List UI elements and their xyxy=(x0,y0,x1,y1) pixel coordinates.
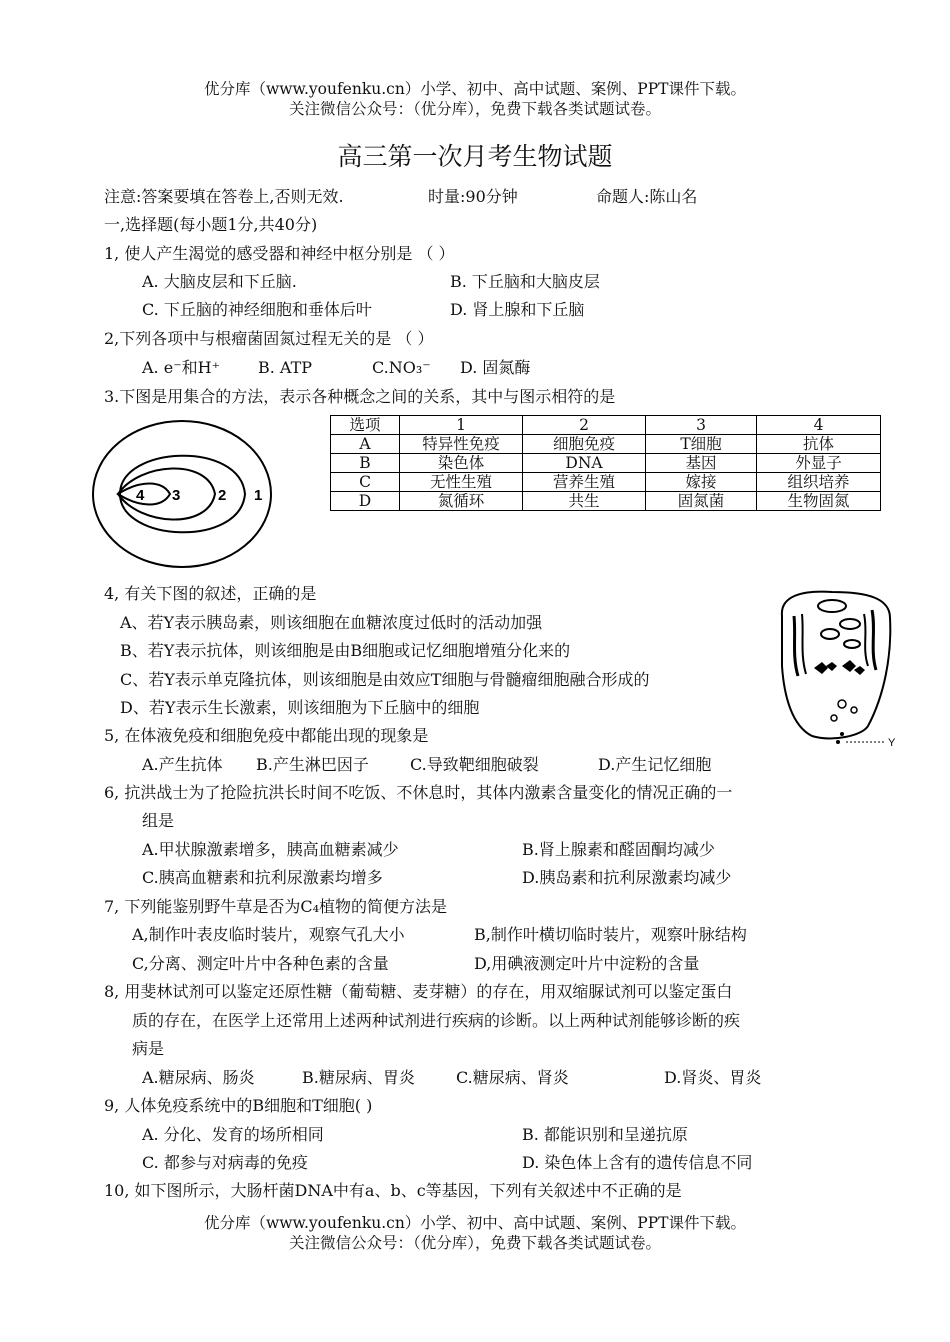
table-cell: 外显子 xyxy=(757,454,881,473)
table-row xyxy=(331,454,881,473)
table-cell: 嫁接 xyxy=(646,473,757,492)
table-cell: 氮循环 xyxy=(400,492,523,511)
q1-option-a: A. 大脑皮层和下丘脑. xyxy=(142,272,297,291)
vesicle-shape xyxy=(838,700,846,708)
q6-option-c: C.胰高血糖素和抗利尿激素均增多 xyxy=(142,868,383,887)
q5-option-a: A.产生抗体 xyxy=(142,755,223,774)
table-cell: 染色体 xyxy=(400,454,523,473)
table-cell: T细胞 xyxy=(646,435,757,454)
table-cell: C xyxy=(331,473,400,492)
table-row xyxy=(331,435,881,454)
q7-option-d: D,用碘液测定叶片中淀粉的含量 xyxy=(474,954,700,973)
table-header-row xyxy=(331,416,881,435)
y-label: Y xyxy=(888,737,896,749)
q7-option-c: C,分离、测定叶片中各种色素的含量 xyxy=(132,954,389,973)
q4-option-c: C、若Y表示单克隆抗体，则该细胞是由效应T细胞与骨髓瘤细胞融合形成的 xyxy=(120,670,650,689)
notice-author: 命题人:陈山名 xyxy=(596,187,698,206)
q8-option-b: B.糖尿病、胃炎 xyxy=(302,1068,415,1087)
venn-label-4: 4 xyxy=(136,487,145,504)
table-header-cell: 3 xyxy=(646,416,757,435)
q1-option-d: D. 肾上腺和下丘脑 xyxy=(450,300,585,319)
venn-shape-3 xyxy=(118,468,215,519)
venn-label-2: 2 xyxy=(218,487,227,504)
q8-option-a: A.糖尿病、肠炎 xyxy=(142,1068,255,1087)
q7-option-b: B,制作叶横切临时装片，观察叶脉结构 xyxy=(474,925,747,944)
q3-stem: 3.下图是用集合的方法，表示各种概念之间的关系，其中与图示相符的是 xyxy=(104,387,616,406)
q8-stem-line-1: 8, 用斐林试剂可以鉴定还原性糖（葡萄糖、麦芽糖）的存在，用双缩脲试剂可以鉴定蛋白 xyxy=(104,982,733,1001)
q4-stem: 4, 有关下图的叙述，正确的是 xyxy=(104,584,317,603)
q6-option-b: B.肾上腺素和醛固酮均减少 xyxy=(522,840,715,859)
table-cell: 固氮菌 xyxy=(646,492,757,511)
q2-stem: 2,下列各项中与根瘤菌固氮过程无关的是 （ ） xyxy=(104,329,434,348)
q8-option-c: C.糖尿病、肾炎 xyxy=(456,1068,569,1087)
er-stroke xyxy=(872,610,876,670)
table-cell: A xyxy=(331,435,400,454)
q7-option-a: A,制作叶表皮临时装片，观察气孔大小 xyxy=(132,925,405,944)
vesicle-shape xyxy=(851,707,857,713)
q10-stem: 10, 如下图所示，大肠杆菌DNA中有a、b、c等基因，下列有关叙述中不正确的是 xyxy=(104,1181,682,1200)
notice-note: 注意:答案要填在答卷上,否则无效. xyxy=(104,187,344,206)
q6-option-d: D.胰岛素和抗利尿激素均减少 xyxy=(522,868,732,887)
q2-option-c: C.NO₃⁻ xyxy=(372,358,431,377)
q8-option-d: D.肾炎、胃炎 xyxy=(664,1068,762,1087)
table-header-cell: 1 xyxy=(400,416,523,435)
table-cell: D xyxy=(331,492,400,511)
golgi-shape xyxy=(818,600,846,612)
table-header-cell: 选项 xyxy=(331,416,400,435)
header-line-2: 关注微信公众号：（优分库），免费下载各类试题试卷。 xyxy=(288,100,661,118)
table-cell: 细胞免疫 xyxy=(523,435,646,454)
q9-stem: 9, 人体免疫系统中的B细胞和T细胞( ) xyxy=(104,1096,373,1115)
secretion-dot xyxy=(836,740,840,744)
q5-option-c: C.导致靶细胞破裂 xyxy=(410,755,539,774)
q5-option-d: D.产生记忆细胞 xyxy=(598,755,712,774)
q2-option-a: A. e⁻和H⁺ xyxy=(142,358,221,377)
q5-option-b: B.产生淋巴因子 xyxy=(256,755,369,774)
q4-option-b: B、若Y表示抗体，则该细胞是由B细胞或记忆细胞增殖分化来的 xyxy=(120,641,571,660)
table-cell: 特异性免疫 xyxy=(400,435,523,454)
mitochondrion-shape xyxy=(844,640,860,648)
vesicle-shape xyxy=(831,715,837,721)
q5-stem: 5, 在体液免疫和细胞免疫中都能出现的现象是 xyxy=(104,726,429,745)
table-row xyxy=(331,492,881,511)
q9-option-b: B. 都能识别和呈递抗原 xyxy=(522,1125,688,1144)
q8-stem-line-3: 病是 xyxy=(132,1039,165,1058)
q4-option-a: A、若Y表示胰岛素，则该细胞在血糖浓度过低时的活动加强 xyxy=(120,613,543,632)
table-row xyxy=(331,473,881,492)
table-cell: 无性生殖 xyxy=(400,473,523,492)
mitochondrion-shape xyxy=(821,629,839,639)
notice-time: 时量:90分钟 xyxy=(428,187,518,206)
er-stroke xyxy=(864,614,868,666)
chromosome-shape xyxy=(814,662,837,674)
q9-option-d: D. 染色体上含有的遗传信息不同 xyxy=(522,1153,753,1172)
venn-label-1: 1 xyxy=(254,487,263,504)
er-stroke xyxy=(794,616,798,676)
table-cell: DNA xyxy=(523,454,646,473)
q3-option-table xyxy=(330,415,881,511)
table-cell: B xyxy=(331,454,400,473)
table-header-cell: 2 xyxy=(523,416,646,435)
vesicle-shape xyxy=(840,619,860,629)
q6-stem-line-1: 6, 抗洪战士为了抢险抗洪长时间不吃饭、不休息时，其体内激素含量变化的情况正确的一 xyxy=(104,783,733,802)
q7-stem: 7, 下列能鉴别野牛草是否为C₄植物的简便方法是 xyxy=(104,897,448,916)
table-header-cell: 4 xyxy=(757,416,881,435)
footer-line-2: 关注微信公众号：（优分库），免费下载各类试题试卷。 xyxy=(288,1234,661,1252)
table-cell: 基因 xyxy=(646,454,757,473)
q2-option-b: B. ATP xyxy=(258,358,313,377)
q6-stem-line-2: 组是 xyxy=(142,811,175,830)
table-cell: 组织培养 xyxy=(757,473,881,492)
chromosome-shape xyxy=(842,660,865,675)
q1-option-b: B. 下丘脑和大脑皮层 xyxy=(450,272,600,291)
venn-diagram xyxy=(90,418,275,570)
q4-option-d: D、若Y表示生长激素，则该细胞为下丘脑中的细胞 xyxy=(120,698,480,717)
er-stroke xyxy=(802,614,806,674)
q2-option-d: D. 固氮酶 xyxy=(460,358,531,377)
q1-option-c: C. 下丘脑的神经细胞和垂体后叶 xyxy=(142,300,372,319)
q1-stem: 1, 使人产生渴觉的感受器和神经中枢分别是 （ ） xyxy=(104,244,455,263)
page-title: 高三第一次月考生物试题 xyxy=(337,142,613,171)
table-cell: 营养生殖 xyxy=(523,473,646,492)
section-heading: 一,选择题(每小题1分,共40分) xyxy=(104,215,318,234)
q9-option-a: A. 分化、发育的场所相同 xyxy=(142,1125,324,1144)
venn-label-3: 3 xyxy=(172,487,181,504)
footer-line-1: 优分库（www.youfenku.cn）小学、初中、高中试题、案例、PPT课件下载。 xyxy=(203,1214,747,1232)
q6-option-a: A.甲状腺激素增多，胰高血糖素减少 xyxy=(142,840,399,859)
table-cell: 抗体 xyxy=(757,435,881,454)
secretion-dot xyxy=(840,732,844,736)
header-line-1: 优分库（www.youfenku.cn）小学、初中、高中试题、案例、PPT课件下载。 xyxy=(203,80,747,98)
secretory-cell-figure xyxy=(772,586,904,754)
table-cell: 生物固氮 xyxy=(757,492,881,511)
q9-option-c: C. 都参与对病毒的免疫 xyxy=(142,1153,308,1172)
q8-stem-line-2: 质的存在，在医学上还常用上述两种试剂进行疾病的诊断。以上两种试剂能够诊断的疾 xyxy=(132,1011,741,1030)
table-cell: 共生 xyxy=(523,492,646,511)
